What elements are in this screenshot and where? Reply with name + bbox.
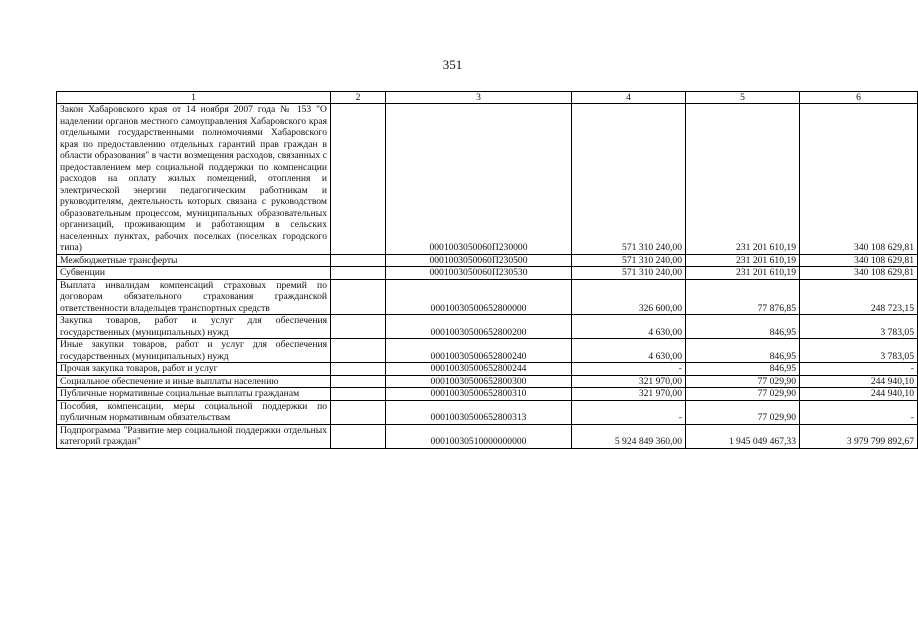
header-col-5: 5 <box>686 92 800 104</box>
row-code: 00010030500652800000 <box>386 279 572 315</box>
table-row <box>57 424 918 448</box>
row-value-5: 1 945 049 467,33 <box>686 424 800 448</box>
row-name: Выплата инвалидам компенсаций страховых премий по договорам обязательного страхования гражданской ответственности владельцев транспортных средств <box>57 279 331 315</box>
row-code: 00010030500652800200 <box>386 315 572 339</box>
row-value-5: 77 029,90 <box>686 388 800 401</box>
row-value-4: - <box>572 363 686 376</box>
row-name: Межбюджетные трансферты <box>57 254 331 267</box>
row-value-6: 3 783,05 <box>800 315 918 339</box>
row-code: 00010030500652800244 <box>386 363 572 376</box>
row-value-6: 244 940,10 <box>800 375 918 388</box>
header-col-3: 3 <box>386 92 572 104</box>
row-value-6: 340 108 629,81 <box>800 267 918 280</box>
header-col-2: 2 <box>331 92 386 104</box>
row-value-5: 77 029,90 <box>686 375 800 388</box>
row-name: Закон Хабаровского края от 14 ноября 2007 года № 153 "О наделении органов местного самоуправления Хабаровского края отдельными государственными полномочиями Хабаровского края по предоставлению отдельных гарантий прав граждан в области образования" в части возмещения расходов, связанных с предоставлением мер социальной поддержки по компенсации расходов на оплату жилых помещений, отопления и электрической энергии педагогическим работникам и руководителям, деятельность которых связана с руководством образовательным процессом, муниципальных образовательных организаций, проживающим и работающим в сельских населенных пунктах, рабочих поселках (поселках городского типа) <box>57 104 331 255</box>
row-value-5: 231 201 610,19 <box>686 267 800 280</box>
row-value-4: - <box>572 400 686 424</box>
header-col-4: 4 <box>572 92 686 104</box>
table-row <box>57 375 918 388</box>
row-value-6: 340 108 629,81 <box>800 104 918 255</box>
row-value-4: 571 310 240,00 <box>572 254 686 267</box>
header-col-1: 1 <box>57 92 331 104</box>
table-row <box>57 339 918 363</box>
header-col-6: 6 <box>800 92 918 104</box>
row-col2 <box>331 254 386 267</box>
row-col2 <box>331 267 386 280</box>
row-name: Публичные нормативные социальные выплаты гражданам <box>57 388 331 401</box>
row-code: 00010030500652800313 <box>386 400 572 424</box>
row-name: Субвенции <box>57 267 331 280</box>
table-header-row <box>57 92 918 104</box>
row-value-4: 571 310 240,00 <box>572 267 686 280</box>
row-value-5: 77 029,90 <box>686 400 800 424</box>
row-code: 00010030500652800300 <box>386 375 572 388</box>
table-row <box>57 388 918 401</box>
row-code: 00010030510000000000 <box>386 424 572 448</box>
row-col2 <box>331 400 386 424</box>
table-row <box>57 254 918 267</box>
row-name: Социальное обеспечение и иные выплаты населению <box>57 375 331 388</box>
row-value-5: 846,95 <box>686 315 800 339</box>
row-value-4: 326 600,00 <box>572 279 686 315</box>
row-name: Иные закупки товаров, работ и услуг для обеспечения государственных (муниципальных) нужд <box>57 339 331 363</box>
row-col2 <box>331 339 386 363</box>
row-value-6: - <box>800 363 918 376</box>
row-value-4: 5 924 849 360,00 <box>572 424 686 448</box>
table-row <box>57 267 918 280</box>
page-number: 351 <box>442 57 463 72</box>
row-code: 00010030500652800310 <box>386 388 572 401</box>
row-name: Подпрограмма "Развитие мер социальной поддержки отдельных категорий граждан" <box>57 424 331 448</box>
row-value-6: 244 940,10 <box>800 388 918 401</box>
table-row <box>57 363 918 376</box>
row-value-6: 3 979 799 892,67 <box>800 424 918 448</box>
row-value-5: 231 201 610,19 <box>686 104 800 255</box>
row-value-4: 571 310 240,00 <box>572 104 686 255</box>
row-col2 <box>331 363 386 376</box>
row-col2 <box>331 375 386 388</box>
row-col2 <box>331 104 386 255</box>
row-col2 <box>331 388 386 401</box>
row-code: 0001003050060П230530 <box>386 267 572 280</box>
row-name: Пособия, компенсации, меры социальной поддержки по публичным нормативным обязательствам <box>57 400 331 424</box>
row-name: Прочая закупка товаров, работ и услуг <box>57 363 331 376</box>
row-value-6: 340 108 629,81 <box>800 254 918 267</box>
row-col2 <box>331 424 386 448</box>
table-row <box>57 104 918 255</box>
row-value-5: 231 201 610,19 <box>686 254 800 267</box>
table-row <box>57 279 918 315</box>
row-code: 0001003050060П230500 <box>386 254 572 267</box>
row-value-6: 248 723,15 <box>800 279 918 315</box>
row-value-5: 846,95 <box>686 363 800 376</box>
row-value-4: 321 970,00 <box>572 388 686 401</box>
table-row <box>57 315 918 339</box>
row-name: Закупка товаров, работ и услуг для обеспечения государственных (муниципальных) нужд <box>57 315 331 339</box>
row-col2 <box>331 279 386 315</box>
row-col2 <box>331 315 386 339</box>
row-value-4: 4 630,00 <box>572 315 686 339</box>
row-value-4: 321 970,00 <box>572 375 686 388</box>
budget-table <box>56 91 918 449</box>
row-value-5: 846,95 <box>686 339 800 363</box>
row-code: 0001003050060П230000 <box>386 104 572 255</box>
row-value-6: - <box>800 400 918 424</box>
row-code: 00010030500652800240 <box>386 339 572 363</box>
row-value-6: 3 783,05 <box>800 339 918 363</box>
row-value-5: 77 876,85 <box>686 279 800 315</box>
table-row <box>57 400 918 424</box>
row-value-4: 4 630,00 <box>572 339 686 363</box>
